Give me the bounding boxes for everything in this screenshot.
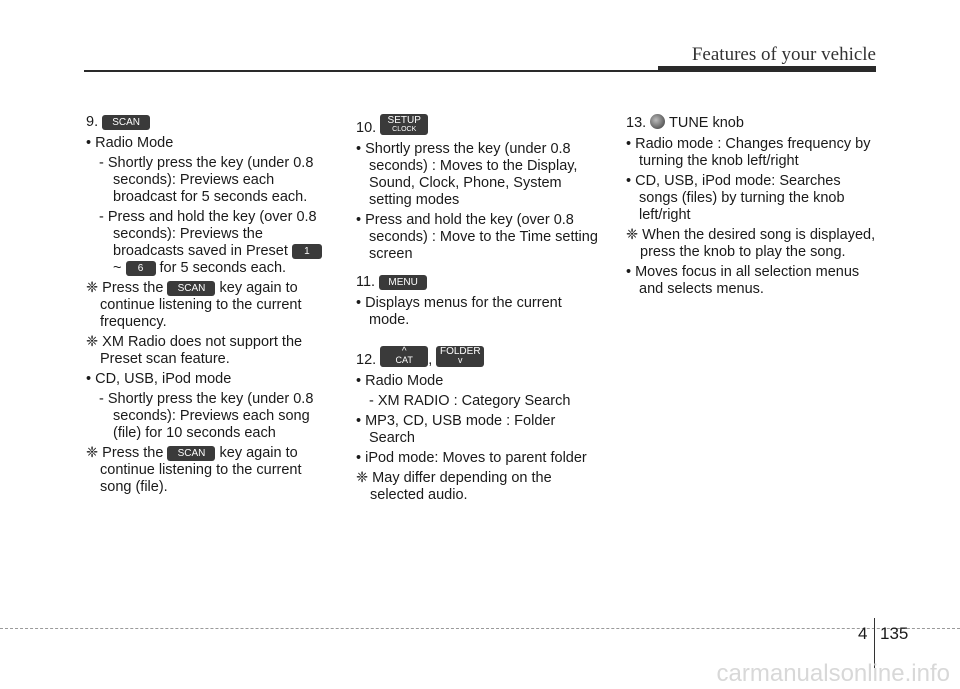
- dash-short-press: - Shortly press the key (under 0.8 seconds): Previews each broadcast for 5 seconds each.: [99, 155, 314, 205]
- footer-rule: [0, 628, 960, 629]
- bullet-radio-mode: • Radio Mode: [86, 135, 174, 151]
- dash-xm-category: - XM RADIO : Category Search: [369, 393, 571, 409]
- bullet-radio-tune: • Radio mode : Changes frequency by turning the knob left/right: [626, 136, 871, 169]
- column-1: [86, 114, 334, 499]
- watermark: carmanualsonline.info: [716, 660, 950, 687]
- item-10-heading: 10. SETUP CLOCK: [356, 114, 605, 137]
- scan-button-icon: SCAN: [167, 281, 215, 296]
- bullet-setup-short: • Shortly press the key (under 0.8 seconds) : Moves to the Display, Sound, Clock, Phone, System setting modes: [356, 141, 578, 208]
- note-press-again: ❈ Press the SCAN key again to continue listening to the current frequency.: [86, 280, 302, 330]
- menu-button-icon: MENU: [379, 275, 427, 290]
- scan-button-icon: SCAN: [102, 115, 150, 130]
- page-number: 135: [880, 624, 909, 643]
- note-press-again-song: ❈ Press the SCAN key again to continue listening to the current song (file).: [86, 445, 302, 495]
- item-13-heading: 13. TUNE knob: [626, 115, 744, 131]
- chapter-number: 4: [858, 624, 868, 643]
- bullet-menu: • Displays menus for the current mode.: [356, 295, 562, 328]
- item-9-heading: [86, 114, 334, 131]
- column-3: [626, 114, 878, 301]
- dash-short-press-song: - Shortly press the key (under 0.8 seconds): Previews each song (file) for 10 seconds each: [99, 391, 314, 441]
- folder-button-icon: FOLDER v: [436, 346, 484, 367]
- item-11-heading: 11. MENU: [356, 274, 605, 291]
- preset-1-icon: 1: [292, 244, 322, 259]
- column-2: [356, 114, 605, 507]
- header-rule-accent: [658, 66, 876, 72]
- item-12-heading: 12. ^ CAT , FOLDER v: [356, 346, 605, 369]
- bullet-cd-usb: • CD, USB, iPod mode: [86, 371, 232, 387]
- preset-6-icon: 6: [126, 261, 156, 276]
- setup-clock-button-icon: SETUP CLOCK: [380, 114, 428, 135]
- bullet-setup-hold: • Press and hold the key (over 0.8 seconds) : Move to the Time setting screen: [356, 212, 598, 262]
- note-xm-radio: ❈ XM Radio does not support the Preset scan feature.: [86, 334, 303, 367]
- note-may-differ: ❈ May differ depending on the selected audio.: [356, 470, 552, 503]
- item-number: 9.: [86, 114, 99, 130]
- bullet-cd-search: • CD, USB, iPod mode: Searches songs (files) by turning the knob left/right: [626, 173, 845, 223]
- bullet-radio-mode: • Radio Mode: [356, 373, 444, 389]
- bullet-focus-menus: • Moves focus in all selection menus and selects menus.: [626, 264, 860, 297]
- note-play-song: ❈ When the desired song is displayed, press the knob to play the song.: [626, 227, 876, 260]
- bullet-folder-search: • MP3, CD, USB mode : Folder Search: [356, 413, 556, 446]
- bullet-ipod-parent: • iPod mode: Moves to parent folder: [356, 450, 587, 466]
- cat-button-icon: ^ CAT: [380, 346, 428, 367]
- scan-button-icon: SCAN: [167, 446, 215, 461]
- header-title: Features of your vehicle: [691, 44, 876, 65]
- tune-knob-icon: [650, 114, 665, 129]
- dash-press-hold: - Press and hold the key (over 0.8 seconds): Previews the broadcasts saved in Preset 1 ~ 6 for 5 seconds each.: [86, 209, 334, 277]
